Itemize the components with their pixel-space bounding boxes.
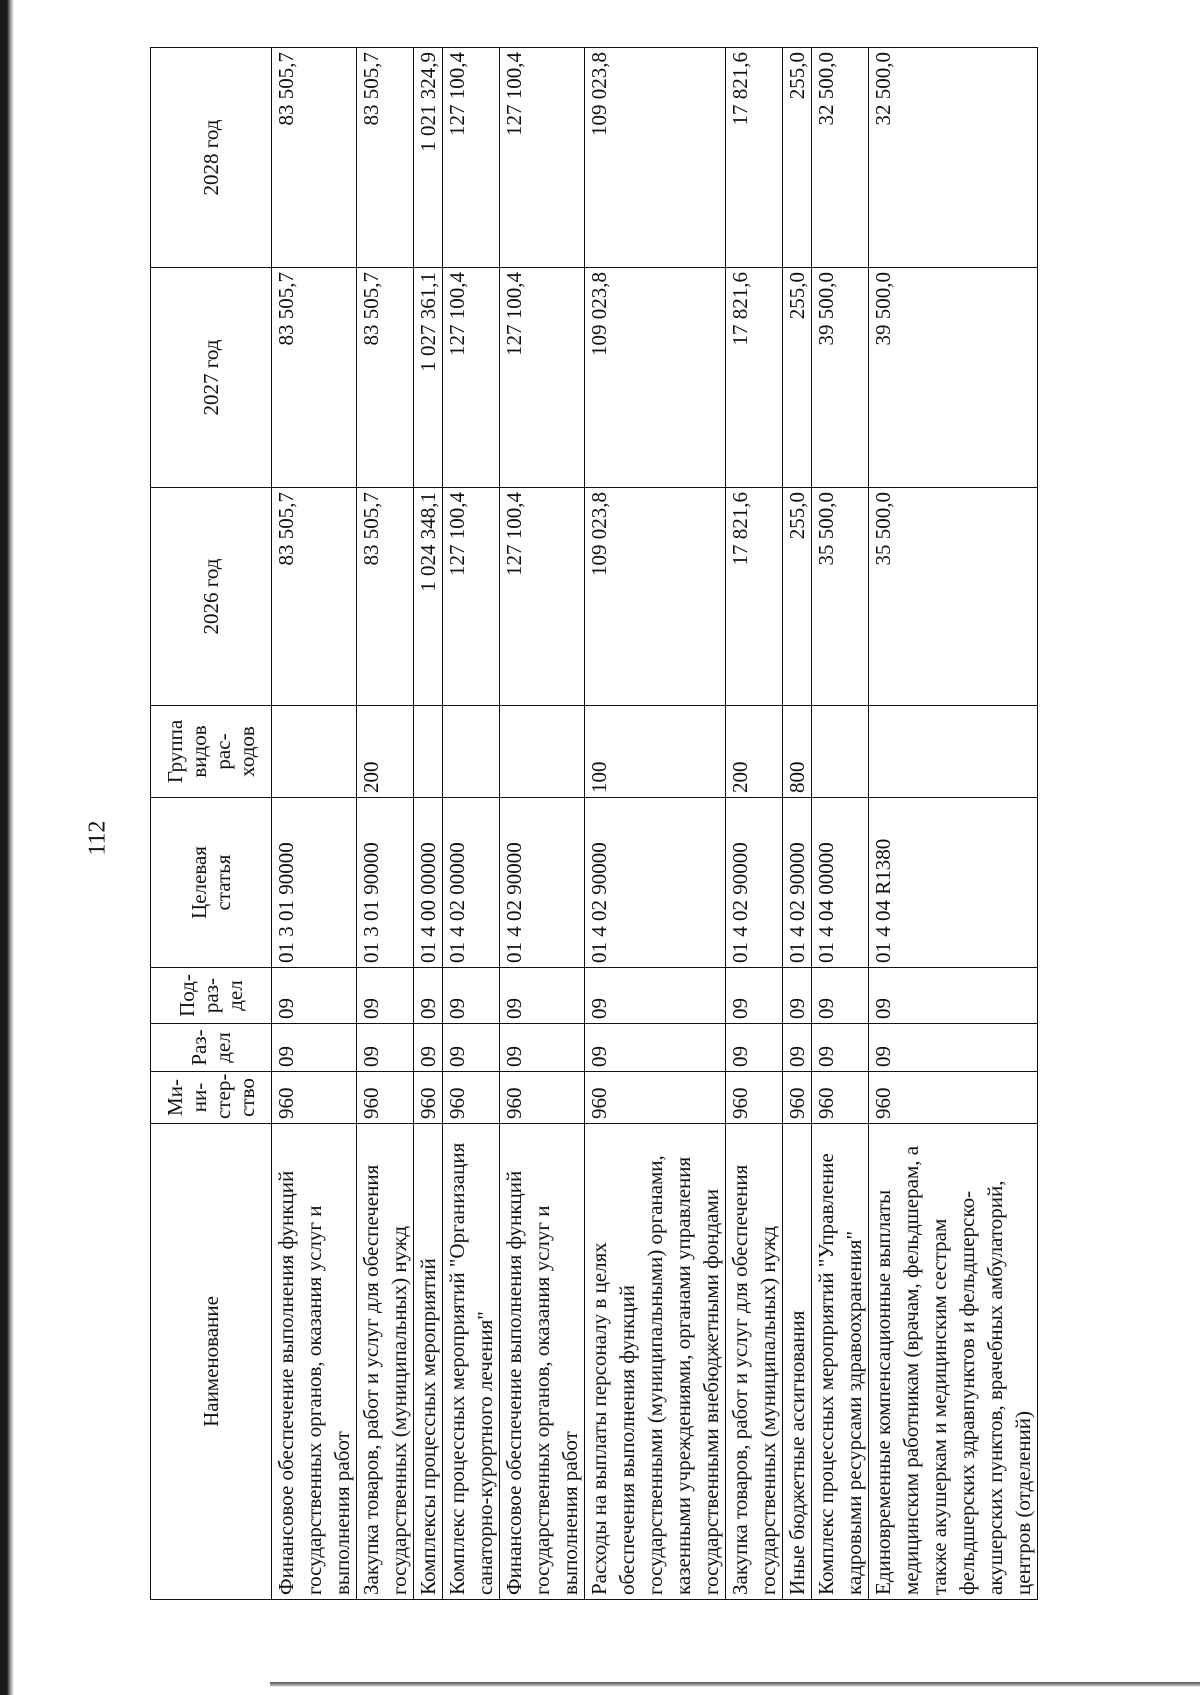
table-header-row bbox=[151, 48, 272, 1600]
row-target: 01 4 04 R1380 bbox=[869, 798, 1038, 968]
row-2028: 32 500,0 bbox=[869, 48, 1038, 268]
row-name: Комплексы процессных мероприятий bbox=[414, 1124, 443, 1600]
row-2027: 39 500,0 bbox=[869, 268, 1038, 488]
row-2028: 127 100,4 bbox=[500, 48, 585, 268]
header-razdel: Раз- дел bbox=[151, 1024, 272, 1072]
row-2028: 1 021 324,9 bbox=[414, 48, 443, 268]
row-target: 01 3 01 90000 bbox=[357, 798, 414, 968]
row-razdel: 09 bbox=[357, 1024, 414, 1072]
row-ministry: 960 bbox=[443, 1072, 500, 1124]
row-2026: 109 023,8 bbox=[585, 488, 726, 706]
table-row bbox=[585, 48, 726, 1600]
row-target: 01 3 01 90000 bbox=[272, 798, 357, 968]
row-2026: 83 505,7 bbox=[357, 488, 414, 706]
table-row bbox=[869, 48, 1038, 1600]
row-podrazdel: 09 bbox=[585, 968, 726, 1024]
row-target: 01 4 04 00000 bbox=[812, 798, 869, 968]
row-group: 200 bbox=[357, 706, 414, 798]
row-2026: 17 821,6 bbox=[726, 488, 783, 706]
row-2027: 1 027 361,1 bbox=[414, 268, 443, 488]
table-row bbox=[783, 48, 812, 1600]
row-name: Закупка товаров, работ и услуг для обеспечения государственных (муниципальных) нужд bbox=[357, 1124, 414, 1600]
row-group bbox=[869, 706, 1038, 798]
row-2026: 35 500,0 bbox=[869, 488, 1038, 706]
row-2027: 255,0 bbox=[783, 268, 812, 488]
row-podrazdel: 09 bbox=[357, 968, 414, 1024]
row-2026: 255,0 bbox=[783, 488, 812, 706]
page-number: 112 bbox=[84, 820, 111, 856]
row-ministry: 960 bbox=[585, 1072, 726, 1124]
row-2027: 127 100,4 bbox=[500, 268, 585, 488]
row-ministry: 960 bbox=[726, 1072, 783, 1124]
row-group bbox=[272, 706, 357, 798]
row-podrazdel: 09 bbox=[783, 968, 812, 1024]
table-row bbox=[357, 48, 414, 1600]
header-group: Группа видов рас- ходов bbox=[151, 706, 272, 798]
row-podrazdel: 09 bbox=[500, 968, 585, 1024]
row-group bbox=[414, 706, 443, 798]
row-razdel: 09 bbox=[500, 1024, 585, 1072]
header-podrazdel: Под- раз- дел bbox=[151, 968, 272, 1024]
row-2028: 83 505,7 bbox=[357, 48, 414, 268]
row-2027: 127 100,4 bbox=[443, 268, 500, 488]
row-podrazdel: 09 bbox=[272, 968, 357, 1024]
scan-left-edge bbox=[0, 0, 14, 1695]
row-2028: 127 100,4 bbox=[443, 48, 500, 268]
row-group: 100 bbox=[585, 706, 726, 798]
row-razdel: 09 bbox=[443, 1024, 500, 1072]
row-razdel: 09 bbox=[585, 1024, 726, 1072]
row-group bbox=[500, 706, 585, 798]
row-name: Финансовое обеспечение выполнения функций государственных органов, оказания услуг и выполнения работ bbox=[500, 1124, 585, 1600]
row-razdel: 09 bbox=[272, 1024, 357, 1072]
table-row bbox=[272, 48, 357, 1600]
row-2026: 35 500,0 bbox=[812, 488, 869, 706]
row-target: 01 4 02 90000 bbox=[585, 798, 726, 968]
row-podrazdel: 09 bbox=[726, 968, 783, 1024]
row-ministry: 960 bbox=[414, 1072, 443, 1124]
row-2026: 1 024 348,1 bbox=[414, 488, 443, 706]
row-target: 01 4 02 90000 bbox=[500, 798, 585, 968]
row-razdel: 09 bbox=[414, 1024, 443, 1072]
row-name: Иные бюджетные ассигнования bbox=[783, 1124, 812, 1600]
row-podrazdel: 09 bbox=[869, 968, 1038, 1024]
table-row bbox=[812, 48, 869, 1600]
row-name: Расходы на выплаты персоналу в целях обеспечения выполнения функций государственными (муниципальными) органами, казенными учреждениями, органами управления государственными внебюджетными фондами bbox=[585, 1124, 726, 1600]
row-ministry: 960 bbox=[500, 1072, 585, 1124]
row-podrazdel: 09 bbox=[443, 968, 500, 1024]
row-2027: 83 505,7 bbox=[272, 268, 357, 488]
row-ministry: 960 bbox=[812, 1072, 869, 1124]
header-ministry: Ми- ни- стер- ство bbox=[151, 1072, 272, 1124]
scan-bottom-edge bbox=[270, 1682, 1200, 1687]
row-2028: 83 505,7 bbox=[272, 48, 357, 268]
table-row bbox=[500, 48, 585, 1600]
row-podrazdel: 09 bbox=[812, 968, 869, 1024]
budget-table bbox=[150, 47, 1038, 1600]
header-2027: 2027 год bbox=[151, 268, 272, 488]
row-2027: 83 505,7 bbox=[357, 268, 414, 488]
row-ministry: 960 bbox=[357, 1072, 414, 1124]
row-target: 01 4 02 90000 bbox=[783, 798, 812, 968]
row-name: Закупка товаров, работ и услуг для обеспечения государственных (муниципальных) нужд bbox=[726, 1124, 783, 1600]
row-2026: 83 505,7 bbox=[272, 488, 357, 706]
table-row bbox=[414, 48, 443, 1600]
header-target: Целевая статья bbox=[151, 798, 272, 968]
row-name: Финансовое обеспечение выполнения функций государственных органов, оказания услуг и выполнения работ bbox=[272, 1124, 357, 1600]
row-group bbox=[443, 706, 500, 798]
row-2026: 127 100,4 bbox=[500, 488, 585, 706]
row-2027: 17 821,6 bbox=[726, 268, 783, 488]
row-group: 200 bbox=[726, 706, 783, 798]
row-ministry: 960 bbox=[869, 1072, 1038, 1124]
table-row bbox=[726, 48, 783, 1600]
table-row bbox=[443, 48, 500, 1600]
row-razdel: 09 bbox=[869, 1024, 1038, 1072]
row-podrazdel: 09 bbox=[414, 968, 443, 1024]
row-group: 800 bbox=[783, 706, 812, 798]
row-2028: 17 821,6 bbox=[726, 48, 783, 268]
row-2028: 109 023,8 bbox=[585, 48, 726, 268]
row-razdel: 09 bbox=[726, 1024, 783, 1072]
row-target: 01 4 02 00000 bbox=[443, 798, 500, 968]
header-2026: 2026 год bbox=[151, 488, 272, 706]
row-ministry: 960 bbox=[783, 1072, 812, 1124]
row-name: Комплекс процессных мероприятий "Управление кадровыми ресурсами здравоохранения" bbox=[812, 1124, 869, 1600]
row-target: 01 4 02 90000 bbox=[726, 798, 783, 968]
header-2028: 2028 год bbox=[151, 48, 272, 268]
header-name: Наименование bbox=[151, 1124, 272, 1600]
row-target: 01 4 00 00000 bbox=[414, 798, 443, 968]
row-2027: 109 023,8 bbox=[585, 268, 726, 488]
row-name: Комплекс процессных мероприятий "Организация санаторно-курортного лечения" bbox=[443, 1124, 500, 1600]
row-ministry: 960 bbox=[272, 1072, 357, 1124]
row-razdel: 09 bbox=[812, 1024, 869, 1072]
row-2028: 255,0 bbox=[783, 48, 812, 268]
budget-page-rotated bbox=[150, 40, 1035, 1600]
row-group bbox=[812, 706, 869, 798]
row-2028: 32 500,0 bbox=[812, 48, 869, 268]
row-2027: 39 500,0 bbox=[812, 268, 869, 488]
row-2026: 127 100,4 bbox=[443, 488, 500, 706]
row-name: Единовременные компенсационные выплаты медицинским работникам (врачам, фельдшерам, а также акушеркам и медицинским сестрам фельдшерских здравпунктов и фельдшерско-акушерских пунктов, врачебных амбулаторий, центров (отделений) bbox=[869, 1124, 1038, 1600]
row-razdel: 09 bbox=[783, 1024, 812, 1072]
